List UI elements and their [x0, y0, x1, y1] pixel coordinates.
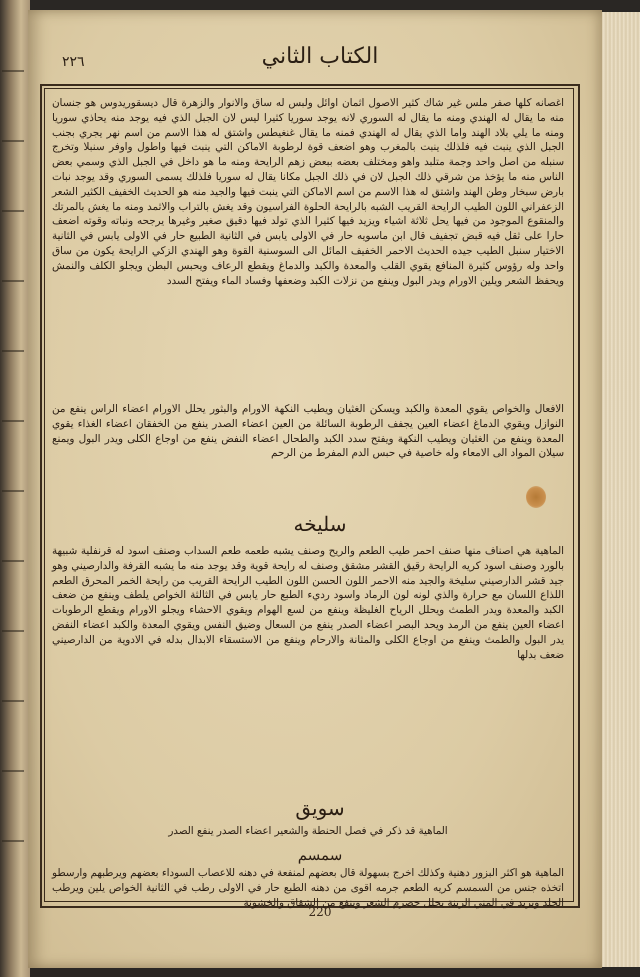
salikha-paragraph: الماهية هي اصناف منها صنف احمر طيب الطعم والريح وصنف يشبه طعمه طعم السداب وصنف اسود له قرنفلية شبيهة بالورد وصنف اسود كريه الرايحة رقيق القشر مشقق وصنف له رايحة قوية وقد يوجد منه ما يشبه القرفة والدارصيني وهو جيد قشر الدارصيني سليخة والجيد منه الاحمر اللون الحسن اللون الطيب الرايحة القريب من رايحة الخمر المحرق الطعم اللذاع اللسان مع حرارة والذي لونه لون الرماد واسود رديء الطبع حار يابس في الثالثة الخواص يلطف وينفع من ضعف الكبد والمعدة ويدر الطمث ويحلل الرياح الغليظة وينفع من لسع الهوام ويقوي الاحشاء ويجلو الاورام ويقطع الرطوبات اعضاء العين ينفع من الرمد ويحد البصر اعضاء الصدر ينفع من السعال وضيق النفس ويقوي المعدة والكبد اعضاء النفض يدر البول والطمث وينفع من اوجاع الكلى والمثانة والارحام وينفع من الاستسقاء الابدال بدله في الادوية من الدارصيني ضعف بدلها [52, 545, 564, 661]
intro-paragraph: اغصانه كلها صفر ملس غير شاك كثير الاصول اثمان اوائل ولبس له ساق والانوار والزهرة قال ديسقوريدوس هو جنسان منه ما يقال له الهندي ومنه ما يقال له السوري لانه يوجد سوريا كثيرا ليس لان الجبل الذي فيه يوجد منه يحاذي سوريا ومنه ما يلي بلاد الهند واما الذي يقال له الهندي فمنه ما يقال غنغيطس واشتق له هذا الاسم من اسم نهر يجري بجنب الجبل الذي ينبت فيه فلذلك ينبت بالمغرب وهو اضعف قوة لرطوبة الاماكن التي ينبت فيها واطول واوفر سنبلا وتخرج سنبله من اصل واحد وجمة متلبد واهو ومختلف بعضه ببعض زهم الرايحة ومنه ما هو داخل في الجبل الذي وسمي بعض الناس منه ما يؤخذ من شرقي ذلك الجبل لان في ذلك الجبل مكانا يقال له سوريا فلذلك يسمى السوري وقد يوجد نبات بارض سبخار وطن الهند واشتق له هذا الاسم من اسم الاماكن التي ينبت فيها والجيد منه هو الحديث الخفيف الكثير الشعر الزعفراني اللون الطيب الرايحة القريب الشبه بالرايحة الحلوة الفراسيون وقد يغش بالتراب والاثمد ومنه ما يغش بالمرتك والمنقوع الموجود من فيها يحل ثلاثة اشياء ويزيد فيها كثيرا الذي تولد فيها دقيق صغير وغيرها يرجحه ونباته وقوته اضعف حارا على ثقل فيه قبض تجفيف قال ابن ماسويه حار في الاولى يابس في الثانية الطبيع حار في الاولى يابس في الثانية الاختيار سنبل الطيب جيده الحديث الاحمر الخفيف المائل الى السوسنية القوة وهو الهندي الزكي الرايحة يكون من ساق واحد وله رؤوس كثيرة المنافع يقوي القلب والمعدة والكبد والدماغ ويقطع الرعاف ويحبس البطن ويجلو الكلف والنمش ويحفظ الشعر ويلين الاورام ويدر البول وينفع من نزلات الكبد وضعفها وفساد الماء ويفتح السدد [52, 97, 564, 287]
humoral-paragraph: الافعال والخواص يقوي المعدة والكبد ويسكن الغثيان ويطيب النكهة الاورام والبثور يحلل الاورام اعضاء الراس ينفع من النوازل ويقوي الدماغ اعضاء العين يجفف الرطوبة السائلة من العين اعضاء الصدر ينفع من الخفقان اعضاء الغذاء يقوي المعدة وينفع من الغثيان ويطيب النكهة ويفتح سدد الكبد والطحال اعضاء النفض ينفع من اوجاع الكلى ويدر البول ويمنع سيلان المواد الى الامعاء وله خاصية في حبس الدم المفرط من الرحم [52, 403, 564, 460]
page-header-title: الكتاب الثاني [261, 44, 379, 69]
section-heading-salikha: سليخه [293, 512, 347, 536]
section-heading-sawiq: سويق [295, 796, 345, 820]
simsim-paragraph: الماهية هو اكثر البزور دهنية وكذلك اخرج بسهولة قال بعضهم لمنفعة في دهنه للاعصاب السوداء بعضهم ويرطبهم وارسطو اتخذه جنس من السمسم كريه الطعم جرمه اقوى من دهنه الطبع حار في الاولى رطب في الثانية الخواص يلين ويرطب الجلد ويزيد في المني الزينة يحلل حصرم الشعر وينفع من الشقاق والخشونة [52, 867, 564, 909]
section-heading-simsim: سمسم [297, 846, 343, 864]
sawiq-paragraph: الماهية قد ذكر في فصل الحنطة والشعير اعضاء الصدر ينفع الصدر [168, 825, 448, 837]
book-left-edge [0, 0, 30, 977]
page-number-bottom: 220 [308, 905, 332, 919]
book-page-stack-edge [600, 12, 640, 967]
page-number-top: ٢٢٦ [62, 54, 85, 70]
page-stain [526, 486, 546, 508]
